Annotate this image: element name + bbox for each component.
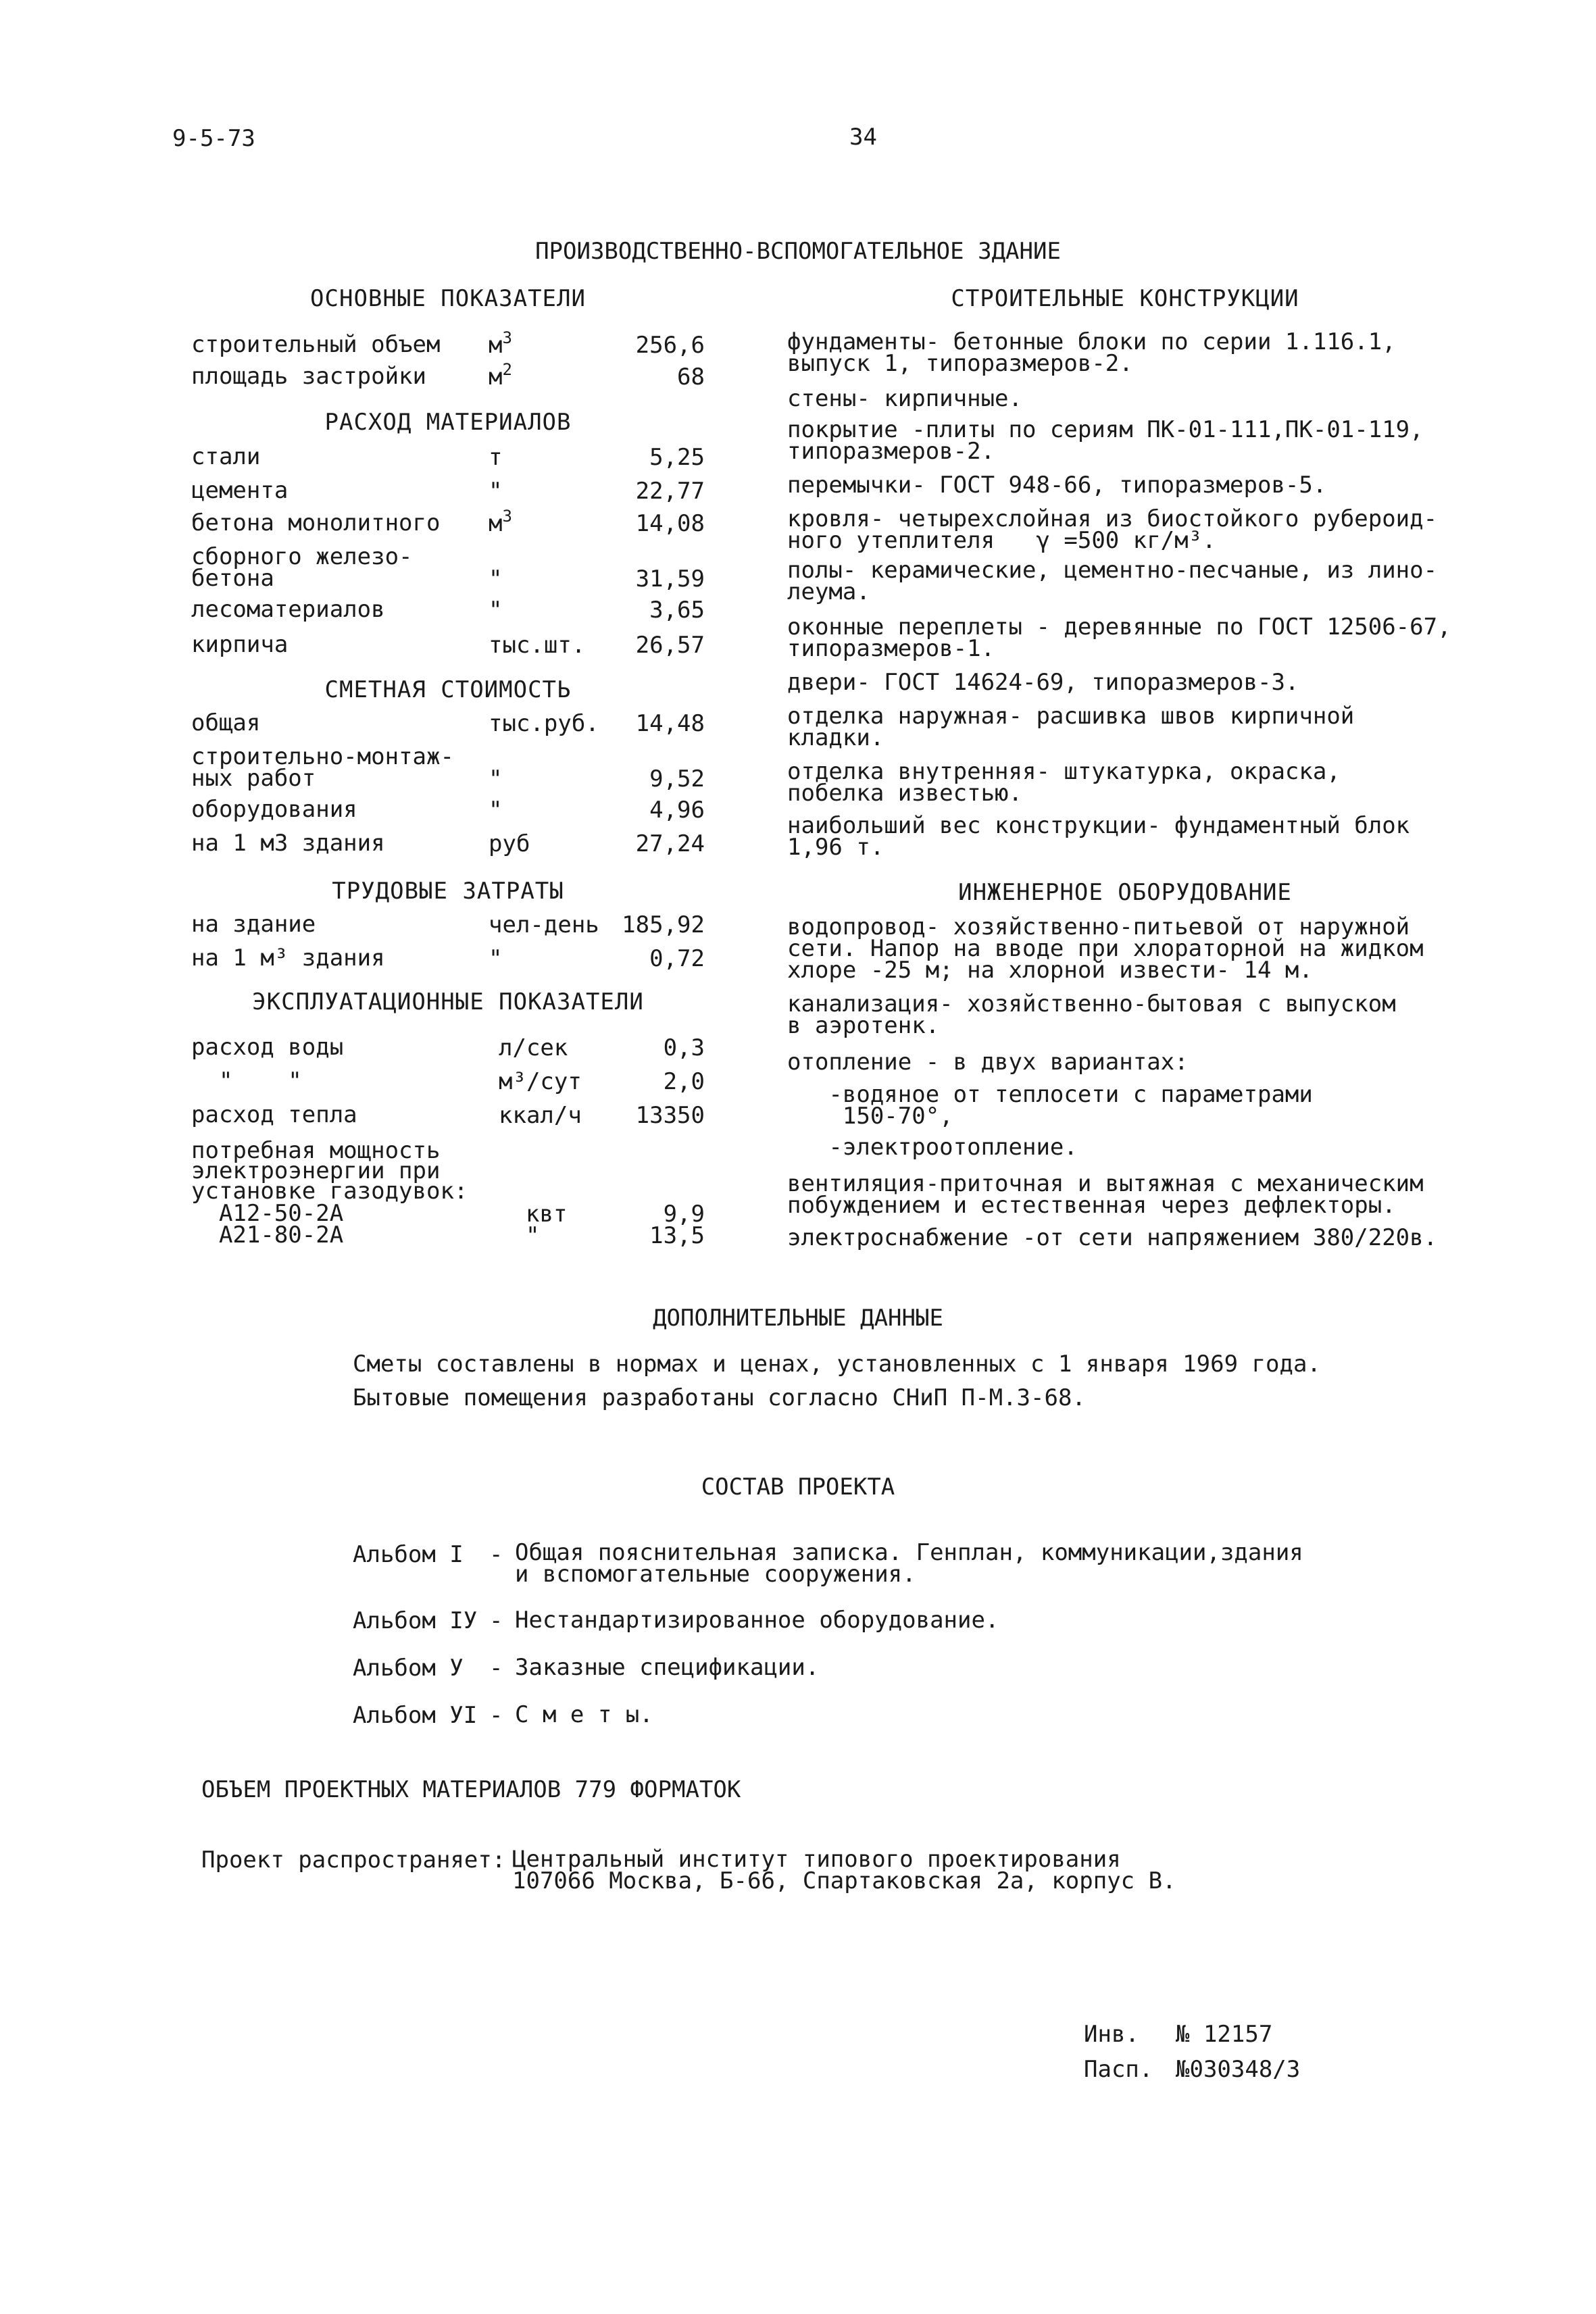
key-figures-heading: ОСНОВНЫЕ ПОКАЗАТЕЛИ [310,285,586,312]
list-item: отопление - в двух вариантах: [787,1049,1189,1076]
table-row: расход воды л/сек 0,3 [191,1034,705,1061]
list-item: двери- ГОСТ 14624-69, типоразмеров-3. [787,669,1299,696]
table-row: " " м³/сут 2,0 [191,1067,705,1095]
album-dash: - [489,1702,503,1729]
album-dash: - [489,1541,503,1568]
list-item: оконные переплеты - деревянные по ГОСТ 12506-67, типоразмеров-1. [787,613,1451,662]
list-item: -водяное от теплосети с параметрами 150-70°, [828,1081,1313,1130]
cost-heading: СМЕТНАЯ СТОИМОСТЬ [324,676,572,703]
passport-label: Пасп. [1084,2056,1153,2083]
list-item: стены- кирпичные. [787,385,1022,412]
album-label: Альбом У [353,1655,464,1682]
distributor-label: Проект распространяет: [201,1846,506,1873]
inventory-label: Инв. [1084,2021,1139,2048]
additional-line: Сметы составлены в нормах и ценах, установленных с 1 января 1969 года. [353,1351,1321,1378]
power-label: потребная мощность электроэнергии при установке газодувок: [191,1137,468,1205]
album-text: Нестандартизированное оборудование. [515,1607,999,1634]
additional-line: Бытовые помещения разработаны согласно СНиП П-М.3-68. [353,1384,1086,1411]
album-dash: - [489,1655,503,1682]
inventory-value: № 12157 [1176,2021,1273,2048]
labor-heading: ТРУДОВЫЕ ЗАТРАТЫ [332,878,564,905]
project-volume: ОБЪЕМ ПРОЕКТНЫХ МАТЕРИАЛОВ 779 ФОРМАТОК [201,1776,741,1803]
page-number: 34 [849,124,877,151]
list-item: водопровод- хозяйственно-питьевой от наружной сети. Напор на вводе при хлораторной на жидком хлоре -25 м; на хлорной извести- 14 м. [787,913,1424,984]
list-item: вентиляция-приточная и вытяжная с механическим побуждением и естественная через дефлекторы. [787,1170,1424,1219]
table-row: на 1 м³ здания " 0,72 [191,945,705,972]
table-row: кирпича тыс.шт. 26,57 [191,631,705,659]
table-row: строительно-монтаж- ных работ " 9,52 [191,743,705,793]
table-row: на здание чел-день 185,92 [191,911,705,938]
additional-heading: ДОПОЛНИТЕЛЬНЫЕ ДАННЫЕ [653,1305,943,1332]
passport-value: №030348/3 [1176,2056,1301,2083]
table-row: общая тыс.руб. 14,48 [191,709,705,737]
operation-heading: ЭКСПЛУАТАЦИОННЫЕ ПОКАЗАТЕЛИ [252,988,644,1015]
table-row: стали т 5,25 [191,443,705,471]
album-label: Альбом IУ [353,1607,478,1634]
table-row: строительный объем $м^3$ 256,6 [191,328,705,359]
list-item: кровля- четырехслойная из биостойкого рубероид- ного утеплителя γ =500 кг/м³. [787,505,1438,554]
album-dash: - [489,1607,503,1634]
album-label: Альбом УI [353,1702,478,1729]
project-heading: СОСТАВ ПРОЕКТА [701,1474,895,1501]
table-row: А12-50-2А квт 9,9 [191,1200,705,1228]
album-text: Общая пояснительная записка. Генплан, коммуникации,здания и вспомогательные сооружения. [515,1539,1303,1588]
table-row: бетона монолитного $м^3$ 14,08 [191,507,705,537]
table-row: лесоматериалов " 3,65 [191,596,705,624]
list-item: перемычки- ГОСТ 948-66, типоразмеров-5. [787,472,1327,499]
list-item: канализация- хозяйственно-бытовая с выпуском в аэротенк. [787,990,1396,1039]
table-row: сборного железо- бетона " 31,59 [191,543,705,593]
list-item: -электроотопление. [787,1134,1078,1161]
album-text: С м е т ы. [515,1701,653,1728]
document-code: 9-5-73 [172,125,255,152]
engineering-heading: ИНЖЕНЕРНОЕ ОБОРУДОВАНИЕ [958,879,1292,906]
list-item: отделка наружная- расшивка швов кирпичной кладки. [787,703,1355,751]
list-item: электроснабжение -от сети напряжением 380/220в. [787,1224,1438,1251]
list-item: покрытие -плиты по сериям ПК-01-111,ПК-01-119, типоразмеров-2. [787,416,1424,465]
list-item: полы- керамические, цементно-песчаные, из лино- леума. [787,557,1438,605]
page-title: ПРОИЗВОДСТВЕННО-ВСПОМОГАТЕЛЬНОЕ ЗДАНИЕ [535,238,1061,265]
table-row: на 1 м3 здания руб 27,24 [191,830,705,857]
table-row: цемента " 22,77 [191,477,705,505]
table-row: площадь застройки $м^2$ 68 [191,360,705,391]
list-item: фундаменты- бетонные блоки по серии 1.116.1, выпуск 1, типоразмеров-2. [787,328,1396,377]
album-text: Заказные спецификации. [515,1654,820,1681]
album-label: Альбом I [353,1541,464,1568]
list-item: отделка внутренняя- штукатурка, окраска, побелка известью. [787,758,1341,807]
distributor-text: Центральный институт типового проектирования 107066 Москва, Б-66, Спартаковская 2а, корпус В. [512,1846,1176,1894]
list-item: наибольший вес конструкции- фундаментный блок 1,96 т. [787,812,1410,861]
table-row: расход тепла ккал/ч 13350 [191,1101,705,1129]
table-row: оборудования " 4,96 [191,796,705,824]
table-row: А21-80-2А " 13,5 [191,1222,705,1249]
materials-heading: РАСХОД МАТЕРИАЛОВ [324,409,572,436]
constructions-heading: СТРОИТЕЛЬНЫЕ КОНСТРУКЦИИ [951,285,1299,312]
